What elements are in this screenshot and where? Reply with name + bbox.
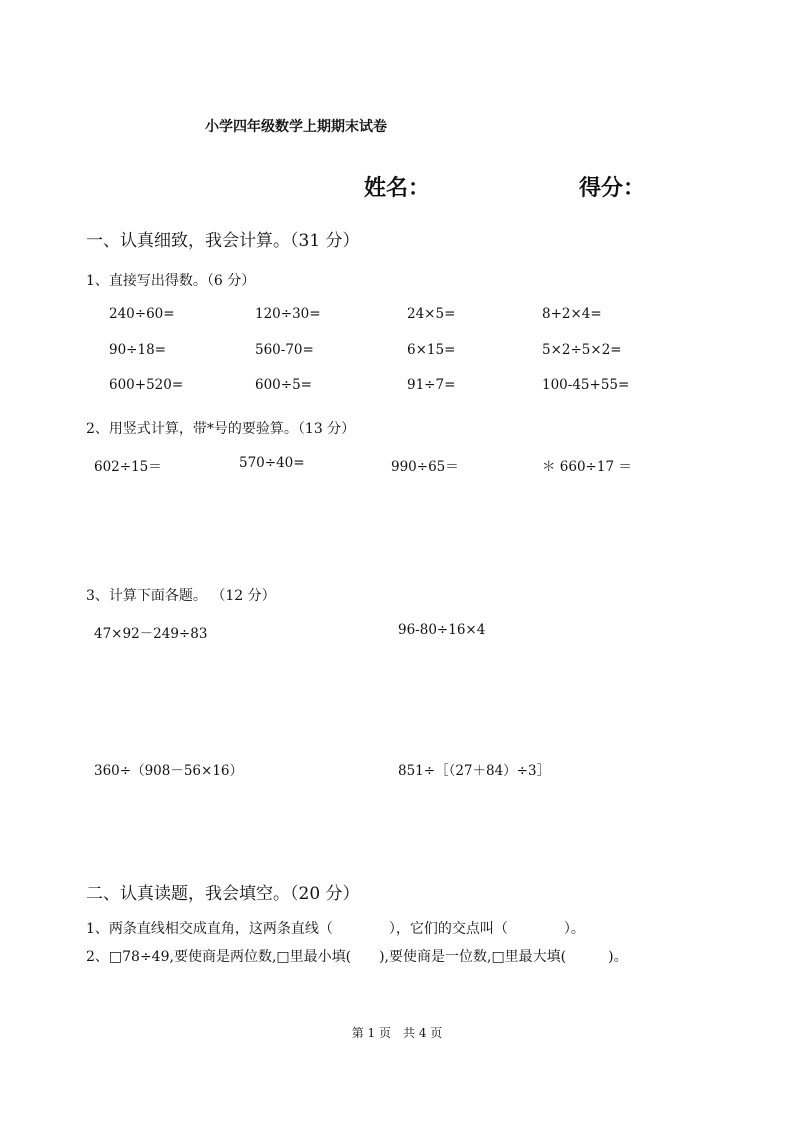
- q1-item: 100-45+55=: [542, 377, 630, 393]
- q1-item: 120÷30=: [255, 306, 321, 322]
- q1-item: 600+520=: [109, 377, 184, 393]
- q1-item: 240÷60=: [109, 306, 175, 322]
- q3-item: 360÷（908－56×16）: [94, 763, 244, 779]
- q1-item: 24×5=: [407, 306, 456, 322]
- q3-item: 851÷［（27＋84）÷3］: [398, 763, 551, 779]
- section1-heading: 一、认真细致，我会计算。（31 分）: [86, 231, 360, 251]
- q1-item: 6×15=: [407, 342, 456, 358]
- q2-heading: 2、用竖式计算，带*号的要验算。（13 分）: [86, 421, 356, 437]
- section2-q2: 2、□78÷49,要使商是两位数,□里最小填( ),要使商是一位数,□里最大填( )。: [86, 949, 628, 965]
- q3-item: 47×92－249÷83: [94, 626, 208, 642]
- name-field-label: 姓名：: [364, 176, 431, 201]
- q1-item: 5×2÷5×2=: [542, 342, 622, 358]
- q1-item: 560-70=: [255, 342, 314, 358]
- section2-q1: 1、两条直线相交成直角，这两条直线（ ），它们的交点叫（ ）。: [86, 921, 585, 937]
- q1-item: 91÷7=: [407, 377, 456, 393]
- q1-item: 90÷18=: [109, 342, 166, 358]
- q1-item: 600÷5=: [255, 377, 312, 393]
- q1-heading: 1、直接写出得数。（6 分）: [86, 273, 256, 289]
- page-footer: 第 1 页 共 4 页: [351, 1026, 443, 1040]
- q3-heading: 3、计算下面各题。 （12 分）: [86, 588, 276, 604]
- q2-item: ＊ 660÷17 ＝: [542, 459, 632, 475]
- score-field-label: 得分：: [579, 176, 646, 201]
- q2-item: 570÷40=: [239, 455, 305, 471]
- q2-item: 990÷65＝: [391, 459, 459, 475]
- q2-item: 602÷15＝: [94, 459, 162, 475]
- exam-title: 小学四年级数学上期期末试卷: [205, 119, 387, 135]
- q1-item: 8+2×4=: [542, 306, 602, 322]
- q3-item: 96-80÷16×4: [398, 622, 486, 638]
- section2-heading: 二、认真读题，我会填空。（20 分）: [86, 884, 360, 904]
